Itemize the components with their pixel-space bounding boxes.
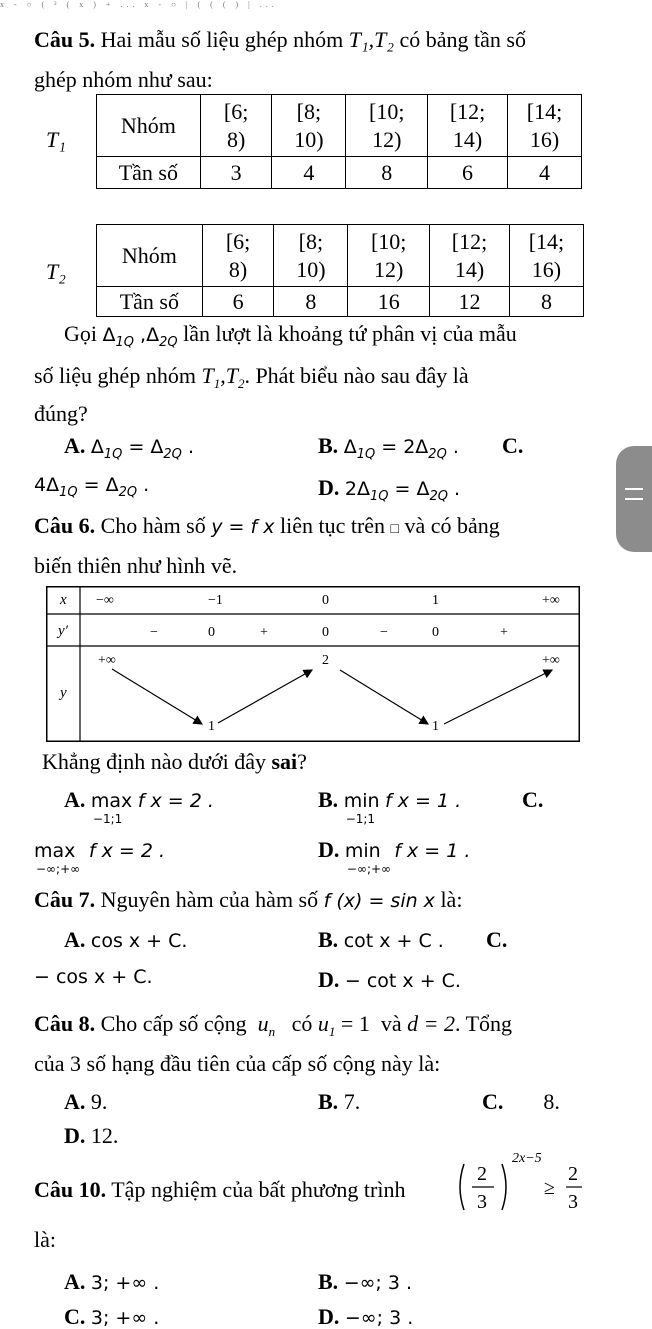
bbt-x-value: −1 [208,593,223,608]
frequency-table-1 [96,94,582,189]
variation-table-frame [46,586,580,742]
arrow-increasing-1 [218,670,312,723]
q8-option-d[interactable]: D. 12. [64,1123,119,1148]
arrow-increasing-2 [444,670,552,724]
table1-group-cell: [10; 12) [346,95,428,157]
q6-option-b[interactable]: B. min −1;1 f x = 1 . [318,787,462,826]
table2-freq-cell: 8 [509,287,583,317]
q7-option-c-label[interactable]: C. [486,927,508,952]
frequency-table-2 [96,224,584,317]
table1-freq-header: Tần số [97,157,201,189]
q6-option-c[interactable]: max −∞;+∞ f x = 2 . [34,840,166,876]
q10-inequality: 2 3 2x−5 ≥ 2 3 [456,1150,586,1220]
table2-freq-cell: 12 [430,287,510,317]
bbt-y-value: 1 [208,719,215,734]
table1-freq-cell: 6 [428,157,508,189]
q10-line1: Câu 10. Tập nghiệm của bất phương trình [34,1177,406,1202]
arrow-decreasing-1 [112,669,202,724]
bbt-y-value: 2 [322,653,329,668]
q5-option-b[interactable]: B. $\Delta_{1Q} = 2\Delta_{2Q}$ . [318,433,459,462]
table2-group-cell: [14; 16) [509,225,583,287]
q7-option-d[interactable]: D. − cot x + C. [318,967,461,992]
bbt-y-value: +∞ [98,653,116,668]
q5-line2: ghép nhóm như sau: [34,67,213,92]
table1-group-cell: [8; 10) [272,95,346,157]
table2-freq-cell: 8 [274,287,348,317]
bbt-yprime-value: − [150,625,158,640]
q5-line4: số liệu ghép nhóm $T_1,T_2$. Phát biểu nào sau đây là [34,363,469,391]
table2-group-cell: [12; 14) [430,225,510,287]
table2-freq-cell: 16 [348,287,430,317]
q5-option-c-label[interactable]: C. [502,433,524,458]
q5-line3: Gọi $\Delta_{1Q}$ $,\Delta_{2Q}$ lần lượt là khoảng tứ phân vị của mẫu [64,321,517,350]
q8-line2: của 3 số hạng đầu tiên của cấp số cộng này là: [34,1051,441,1076]
table1-group-cell: [14; 16) [507,95,581,157]
table2-freq-header: Tần số [97,287,203,317]
cropped-header-strip: x - ○ ( ² ( x ) + ... x - ○ | ( ( ( ) | ... [0,0,278,9]
table1-freq-cell: 4 [272,157,346,189]
bbt-yprime-value: − [380,625,388,640]
q7-option-a[interactable]: A. cos x + C. [64,927,188,952]
bbt-yprime-value: + [500,625,508,640]
table1-freq-cell: 4 [507,157,581,189]
q8-line1: Câu 8. Cho cấp số cộng $u_n$ có $u_1 = 1$ và d = 2. Tổng [34,1011,513,1039]
table1-group-header: Nhóm [97,95,201,157]
q6-option-a[interactable]: A. max −1;1 f x = 2 . [64,787,214,826]
q5-line5: đúng? [34,401,88,426]
bbt-yprime-label: y′ [58,623,68,639]
table2-group-cell: [10; 12) [348,225,430,287]
q6-line1: Câu 6. Cho hàm số y = f x liên tục trên □ và có bảng [34,513,500,538]
q10-option-a[interactable]: A. 3; +∞ . [64,1269,160,1294]
bbt-yprime-value: + [260,625,268,640]
q8-option-b[interactable]: B. 7. [318,1089,361,1114]
table2-name: T₂ [46,259,66,284]
q5-label: Câu 5. [34,27,96,52]
bbt-y-value: +∞ [542,653,560,668]
table2-freq-cell: 6 [202,287,274,317]
q6-option-d[interactable]: D. min −∞;+∞ f x = 1 . [318,837,471,876]
bbt-yprime-value: 0 [432,625,439,640]
q5-line1: Câu 5. Hai mẫu số liệu ghép nhóm T₁,T₂ có bảng tần số [34,27,526,52]
bbt-x-label: x [60,592,67,608]
arrow-decreasing-2 [340,670,428,724]
q5-option-d[interactable]: D. $2\Delta_{1Q} = \Delta_{2Q}$ . [318,475,461,504]
q5-option-a[interactable]: A. $\Delta_{1Q} = \Delta_{2Q}$ . [64,433,195,462]
q8-option-c[interactable]: C. 8. [482,1089,560,1114]
table1-group-cell: [12; 14) [428,95,508,157]
table2-group-header: Nhóm [97,225,203,287]
table1-freq-cell: 3 [200,157,272,189]
q6-line2: biến thiên như hình vẽ. [34,553,238,578]
variation-table [46,586,580,742]
q10-option-d[interactable]: D. −∞; 3 . [318,1304,414,1329]
q8-option-a[interactable]: A. 9. [64,1089,108,1114]
q6-question: Khẳng định nào dưới đây sai? [42,749,307,774]
bbt-x-value: 1 [432,593,439,608]
q7-line1: Câu 7. Nguyên hàm của hàm số f (x) = sin x là: [34,887,463,912]
table1-name: T₁ [46,127,66,152]
table1-group-cell: [6; 8) [200,95,272,157]
scroll-handle[interactable] [616,446,652,552]
bbt-yprime-value: 0 [208,625,215,640]
q7-option-c[interactable]: − cos x + C. [34,966,153,988]
bbt-x-value: +∞ [542,593,560,608]
table2-group-cell: [6; 8) [202,225,274,287]
q10-option-b[interactable]: B. −∞; 3 . [318,1269,413,1294]
bbt-x-value: 0 [322,593,329,608]
bbt-x-value: −∞ [96,593,114,608]
q10-line2: là: [34,1227,56,1252]
table1-freq-cell: 8 [346,157,428,189]
q6-option-c-label[interactable]: C. [522,787,544,812]
q7-option-b[interactable]: B. cot x + C . [318,927,444,952]
bbt-yprime-value: 0 [322,625,329,640]
table2-group-cell: [8; 10) [274,225,348,287]
bbt-y-value: 1 [432,719,439,734]
q5-option-c[interactable]: $4\Delta_{1Q} = \Delta_{2Q}$ . [34,474,150,500]
q10-option-c[interactable]: C. 3; +∞ . [64,1304,160,1329]
bbt-y-label: y [60,685,67,701]
